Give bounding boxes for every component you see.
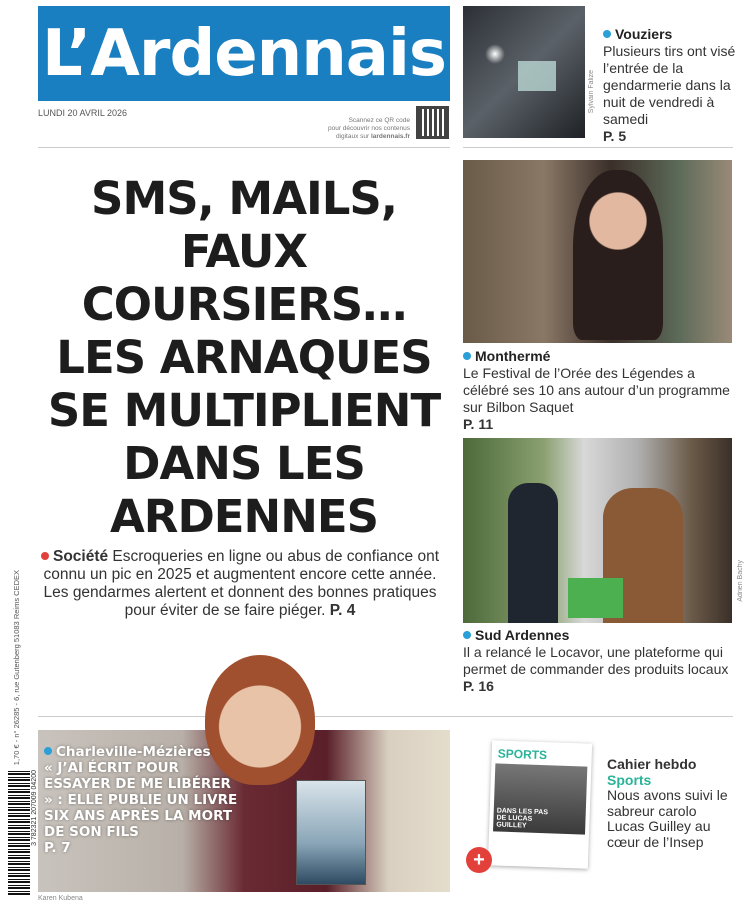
article-kicker: Monthermé — [475, 348, 551, 364]
bullet-icon — [41, 552, 49, 560]
qr-site[interactable]: lardennais.fr — [370, 133, 410, 140]
side-article-vouziers[interactable] — [603, 26, 738, 145]
person-shape — [508, 483, 558, 623]
masthead-logo[interactable]: L’Ardennais — [38, 6, 450, 101]
bullet-icon — [603, 30, 611, 38]
sign-shape — [518, 61, 556, 91]
qr-text: pour découvrir nos contenus — [327, 125, 410, 132]
bullet-icon — [463, 352, 471, 360]
article-page: P. 7 — [44, 840, 71, 856]
article-text: Le Festival de l’Orée des Légendes a célébré ses 10 ans autour d’un programme sur Bilbon Saquet — [463, 365, 730, 415]
barcode-icon — [8, 770, 30, 895]
photo-credit: Adrien Bachy — [737, 560, 744, 602]
main-headline[interactable]: SMS, MAILS, FAUX COURSIERS… LES ARNAQUES SE MULTIPLIENT DANS LES ARDENNES — [47, 172, 441, 543]
book-shape — [296, 780, 366, 885]
bullet-hole — [485, 44, 505, 64]
side-article-sud-ardennes[interactable] — [463, 627, 738, 695]
article-page: P. 5 — [603, 128, 627, 144]
lead-page: P. 4 — [329, 602, 356, 619]
festival-photo[interactable] — [463, 160, 732, 343]
person-shape — [573, 170, 663, 340]
cover-photo — [493, 763, 587, 834]
imprint: 1,70 € - n° 26285 - 6, rue Gutenberg 51083 Reims CEDEX — [12, 570, 21, 766]
lead-text: Escroqueries en ligne ou abus de confiance ont connu un pic en 2025 et augmentent encore cette année. Les gendarmes alertent et donnent des bonnes pratiques pour éviter de se faire piéger. — [43, 548, 440, 619]
bag-shape — [568, 578, 623, 618]
qr-text: Scannez ce QR code — [348, 117, 410, 124]
qr-code-icon[interactable] — [416, 106, 449, 139]
article-headline: « J’AI ÉCRIT POUR ESSAYER DE ME LIBÉRER » : ELLE PUBLIE UN LIVRE SIX ANS APRÈS LA MORT DE SON FILS — [44, 760, 238, 840]
article-text: Il a relancé le Locavor, une plateforme qui permet de commander des produits locaux — [463, 644, 729, 677]
divider — [38, 147, 450, 148]
article-kicker: Charleville-Mézières — [56, 744, 211, 760]
article-page: P. 11 — [463, 416, 494, 432]
plus-icon[interactable]: + — [466, 847, 492, 873]
article-page: P. 16 — [463, 678, 494, 694]
article-kicker: Vouziers — [615, 26, 673, 42]
barcode-digits: 3 782321 207009 04200 — [31, 770, 38, 846]
photo-credit: Sylvain Falize — [588, 70, 595, 114]
side-article-montherme[interactable] — [463, 348, 738, 433]
main-lead — [40, 548, 440, 620]
divider — [38, 716, 733, 717]
photo-credit: Karen Kubena — [38, 895, 83, 902]
article-text: Plusieurs tirs ont visé l’entrée de la gendarmerie dans la nuit de vendredi à samedi — [603, 43, 736, 127]
sports-section: Sports — [607, 771, 652, 788]
sports-supplement-cover[interactable] — [488, 740, 592, 868]
sports-teaser[interactable] — [607, 757, 732, 850]
bullet-icon — [44, 747, 52, 755]
sports-title: Cahier hebdo — [607, 756, 697, 772]
qr-caption — [300, 117, 410, 141]
qr-text: digitaux sur — [335, 133, 371, 140]
cover-title: SPORTS — [497, 746, 548, 763]
bottom-article[interactable] — [44, 744, 244, 856]
lead-kicker: Société — [52, 548, 109, 565]
issue-date: LUNDI 20 AVRIL 2026 — [38, 108, 128, 118]
sports-text: Nous avons suivi le sabreur carolo Lucas Guilley au cœur de l’Insep — [607, 787, 728, 850]
locavor-photo[interactable] — [463, 438, 732, 623]
vouziers-photo[interactable] — [463, 6, 585, 138]
article-kicker: Sud Ardennes — [475, 627, 570, 643]
bullet-icon — [463, 631, 471, 639]
cover-headline: DANS LES PAS DE LUCAS GUILLEY — [496, 807, 549, 830]
divider — [463, 147, 733, 148]
